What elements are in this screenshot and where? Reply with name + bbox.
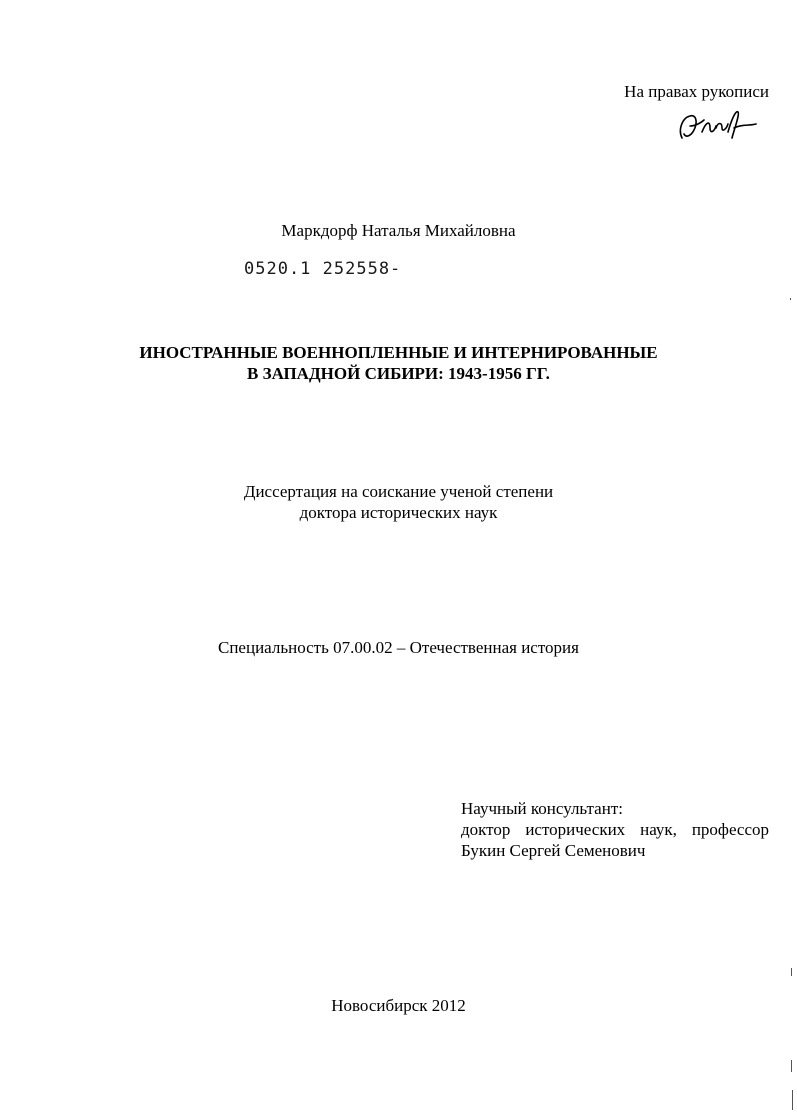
scan-artifact [792,1090,793,1110]
scan-artifact [791,968,792,976]
degree-line-1: Диссертация на соискание ученой степени [243,482,554,501]
degree-statement [0,481,797,523]
rights-label: На правах рукописи [624,82,769,101]
author-name: Маркдорф Наталья Михайловна [281,221,516,240]
consultant-block [461,798,769,861]
scan-artifact [791,1060,792,1072]
consultant-label: Научный консультант: [461,799,623,818]
consultant-credentials: доктор исторических наук, профессор [461,820,769,839]
title-line-2: В ЗАПАДНОЙ СИБИРИ: 1943-1956 ГГ. [247,364,550,383]
title-line-1: ИНОСТРАННЫЕ ВОЕННОПЛЕННЫЕ И ИНТЕРНИРОВАННЫЕ [139,343,658,362]
specialty: Специальность 07.00.02 – Отечественная история [218,638,579,657]
scan-artifact [790,298,791,300]
dissertation-title [0,342,797,384]
degree-line-2: доктора исторических наук [299,503,498,522]
signature-icon [676,108,758,144]
city-year: Новосибирск 2012 [331,996,466,1015]
consultant-name: Букин Сергей Семенович [461,841,646,860]
archive-code: 0520.1 252558- [244,259,402,279]
